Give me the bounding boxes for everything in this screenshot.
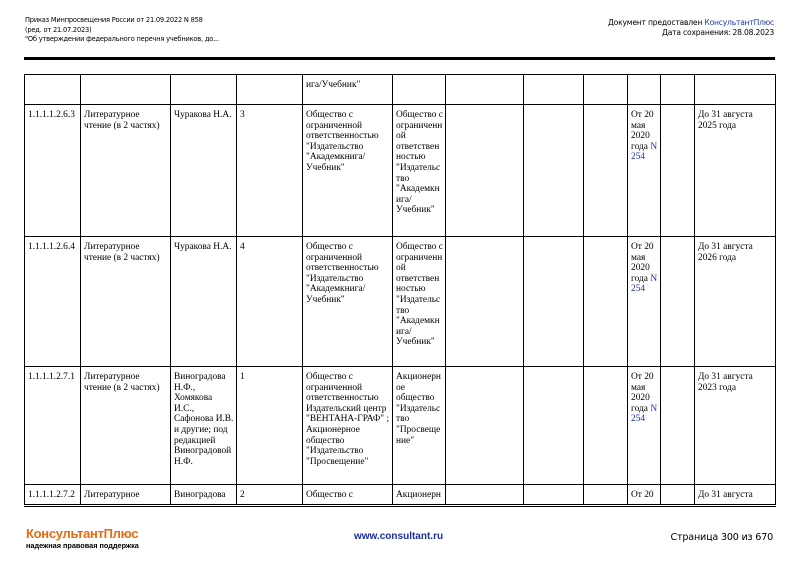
table-cell: До 31 августа xyxy=(695,485,776,506)
table-cell: 2 xyxy=(237,485,303,506)
table-cell xyxy=(584,105,628,237)
approval-date: От 20 xyxy=(631,490,654,500)
table-cell xyxy=(661,105,695,237)
brand-link[interactable]: КонсультантПлюс xyxy=(704,18,774,27)
table-cell: Акционерн xyxy=(393,485,446,506)
table-cell xyxy=(524,237,584,367)
table-row xyxy=(25,485,776,506)
title-line: Приказ Минпросвещения России от 21.09.2022 N 858 xyxy=(25,15,203,24)
table-cell: 1 xyxy=(237,367,303,485)
table-cell: 1.1.1.1.2.6.3 xyxy=(25,105,81,237)
table-row xyxy=(25,237,776,367)
logo-tagline: надежная правовая поддержка xyxy=(26,541,139,550)
table-cell xyxy=(524,485,584,506)
table-cell: Литературное чтение (в 2 частях) xyxy=(81,237,171,367)
order-link[interactable]: N 254 xyxy=(631,273,658,295)
table-cell: Акционерное общество "Издательство "Просвещение" xyxy=(393,367,446,485)
table-cell xyxy=(524,75,584,105)
table-cell xyxy=(661,485,695,506)
table-cell: До 31 августа 2023 года xyxy=(695,367,776,485)
approval-date: От 20 мая 2020 года xyxy=(631,110,654,152)
table-cell xyxy=(661,367,695,485)
table-cell xyxy=(171,75,237,105)
table-cell xyxy=(661,75,695,105)
header-divider xyxy=(24,57,775,60)
table-cell xyxy=(628,105,661,237)
table-cell: 1.1.1.1.2.7.2 xyxy=(25,485,81,506)
table-cell: Общество с ограниченной ответственностью Издательский центр "ВЕНТАНА-ГРАФ" ; Акционерное общество "Издательство "Просвещение" xyxy=(303,367,393,485)
table-cell: Литературное чтение (в 2 частях) xyxy=(81,105,171,237)
textbook-table xyxy=(24,74,776,507)
table-row xyxy=(25,367,776,485)
table-cell xyxy=(81,75,171,105)
table-cell: 4 xyxy=(237,237,303,367)
table-cell: Общество с ограниченной ответственностью "Издательство "Академкнига/Учебник" xyxy=(393,237,446,367)
table-cell: Виноградова xyxy=(171,485,237,506)
title-line: "Об утверждении федерального перечня учебников, до... xyxy=(25,34,219,43)
table-cell: 1.1.1.1.2.7.1 xyxy=(25,367,81,485)
table-cell xyxy=(695,75,776,105)
title-line: (ред. от 21.07.2023) xyxy=(25,24,92,34)
table-cell xyxy=(446,367,524,485)
consultant-logo xyxy=(26,526,139,550)
table-cell xyxy=(628,485,661,506)
table-cell: Чуракова Н.А. xyxy=(171,237,237,367)
table-row xyxy=(25,75,776,105)
table-cell xyxy=(446,75,524,105)
table-cell: Литературное xyxy=(81,485,171,506)
table-cell xyxy=(584,367,628,485)
table-cell xyxy=(446,237,524,367)
table-cell: 3 xyxy=(237,105,303,237)
table-cell: Общество с ограниченной ответственностью "Издательство "Академкнига/Учебник" xyxy=(303,237,393,367)
table-cell xyxy=(524,367,584,485)
table-cell xyxy=(661,237,695,367)
table-cell xyxy=(628,75,661,105)
table-cell xyxy=(584,237,628,367)
logo-text: КонсультантПлюс xyxy=(26,526,139,541)
table-cell xyxy=(628,367,661,485)
provided-label: Документ предоставлен xyxy=(607,18,705,27)
saved-date: Дата сохранения: 28.08.2023 xyxy=(661,28,774,37)
table-cell: Общество с ограниченной ответственностью "Издательство "Академкнига/Учебник" xyxy=(393,105,446,237)
table-cell: До 31 августа 2025 года xyxy=(695,105,776,237)
table-cell xyxy=(446,105,524,237)
approval-date: От 20 мая 2020 года xyxy=(631,242,654,284)
table-cell: ига/Учебник" xyxy=(303,75,393,105)
document-title xyxy=(25,15,219,44)
website-link[interactable]: www.consultant.ru xyxy=(354,531,444,542)
order-link[interactable]: N 254 xyxy=(631,141,658,163)
table-cell xyxy=(628,237,661,367)
approval-date: От 20 мая 2020 года xyxy=(631,372,654,414)
table-cell: До 31 августа 2026 года xyxy=(695,237,776,367)
table-cell: Общество с xyxy=(303,485,393,506)
order-link[interactable]: N 254 xyxy=(631,403,658,425)
table-cell: 1.1.1.1.2.6.4 xyxy=(25,237,81,367)
table-cell xyxy=(446,485,524,506)
table-cell: Чуракова Н.А. xyxy=(171,105,237,237)
table-cell: Виноградова Н.Ф., Хомякова И.С., Сафонова И.В. и другие; под редакцией Виноградовой Н.Ф. xyxy=(171,367,237,485)
table-cell: Общество с ограниченной ответственностью "Издательство "Академкнига/Учебник" xyxy=(303,105,393,237)
table-cell xyxy=(584,485,628,506)
page-number: Страница 300 из 670 xyxy=(670,532,773,543)
document-source xyxy=(608,18,774,38)
table-cell xyxy=(524,105,584,237)
table-cell: Литературное чтение (в 2 частях) xyxy=(81,367,171,485)
table-cell xyxy=(25,75,81,105)
table-cell xyxy=(237,75,303,105)
table-cell xyxy=(584,75,628,105)
table-cell xyxy=(393,75,446,105)
table-row xyxy=(25,105,776,237)
